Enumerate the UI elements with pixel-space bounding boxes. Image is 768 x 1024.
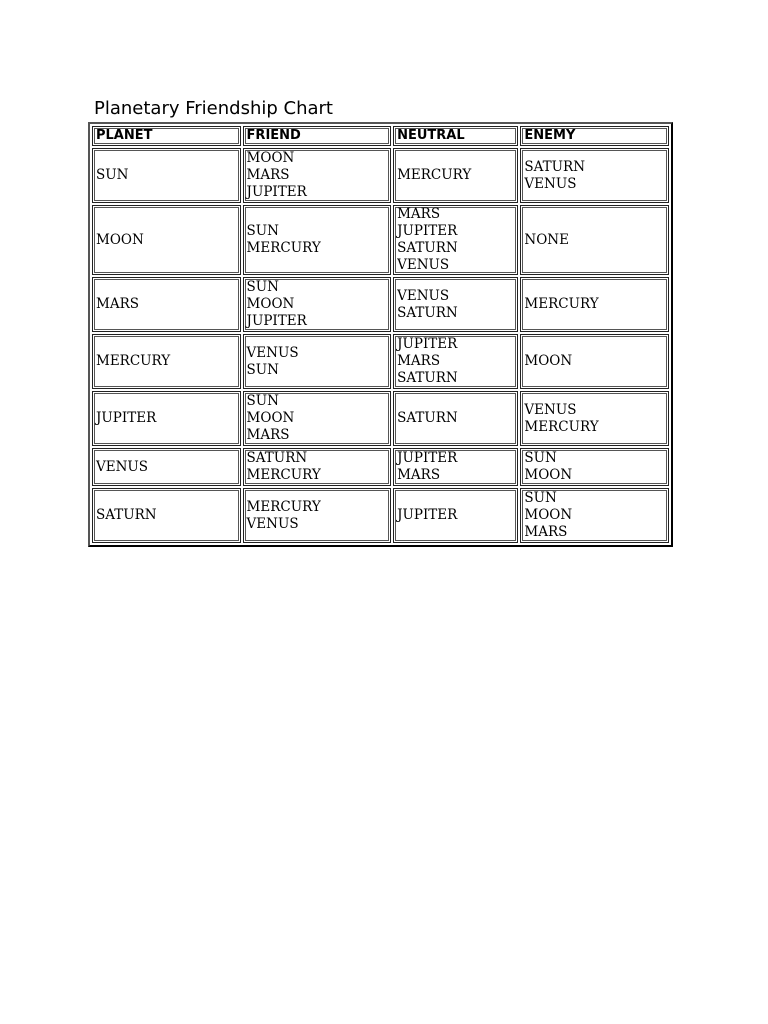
enemy-cell	[520, 148, 669, 203]
neutral-planet-name: SATURN	[397, 370, 458, 386]
planet-cell	[92, 488, 241, 543]
neutral-planet-name: JUPITER	[397, 507, 458, 523]
header-planet: PLANET	[92, 126, 241, 146]
planet-name: SUN	[96, 167, 129, 183]
neutral-cell	[393, 488, 518, 543]
neutral-planet-name: SATURN	[397, 240, 458, 256]
neutral-planet-name: JUPITER	[397, 223, 458, 239]
enemy-planet-name: MOON	[524, 507, 573, 523]
enemy-planet-name: MERCURY	[524, 296, 599, 312]
planet-name: SATURN	[96, 507, 157, 523]
friend-cell	[243, 334, 392, 389]
neutral-cell	[393, 277, 518, 332]
planet-name: MERCURY	[96, 353, 171, 369]
friend-cell	[243, 391, 392, 446]
friend-planet-name: SUN	[246, 361, 279, 378]
neutral-cell	[393, 205, 518, 275]
table-row	[92, 391, 669, 446]
table-row	[92, 448, 669, 486]
friend-planet-name: SUN	[246, 393, 279, 409]
neutral-planet-name: VENUS	[397, 287, 450, 304]
document-title: Planetary Friendship Chart	[94, 98, 333, 119]
enemy-planet-name: NONE	[524, 231, 569, 248]
friend-planet-name: MOON	[246, 150, 295, 166]
neutral-planet-name: JUPITER	[397, 450, 458, 466]
friend-planet-name: MARS	[246, 167, 290, 183]
enemy-cell	[520, 334, 669, 389]
planet-cell	[92, 205, 241, 275]
table-row	[92, 148, 669, 203]
planet-cell	[92, 334, 241, 389]
neutral-planet-name: MARS	[397, 206, 441, 222]
friend-planet-name: JUPITER	[246, 184, 307, 200]
header-friend: FRIEND	[243, 126, 392, 146]
enemy-cell	[520, 488, 669, 543]
neutral-cell	[393, 334, 518, 389]
friend-planet-name: SATURN	[246, 450, 308, 466]
enemy-cell	[520, 277, 669, 332]
table-row	[92, 334, 669, 389]
friend-planet-name: VENUS	[246, 515, 299, 532]
enemy-planet-name: MARS	[524, 524, 568, 540]
friend-planet-name: MOON	[246, 410, 295, 426]
friend-planet-name: MERCURY	[246, 498, 321, 515]
neutral-cell	[393, 448, 518, 486]
table-row	[92, 277, 669, 332]
table-row	[92, 205, 669, 275]
enemy-cell	[520, 391, 669, 446]
neutral-planet-name: JUPITER	[397, 336, 458, 352]
enemy-planet-name: SUN	[524, 450, 557, 466]
enemy-planet-name: VENUS	[524, 401, 577, 418]
planet-name: JUPITER	[96, 410, 157, 426]
friend-cell	[243, 148, 392, 203]
enemy-planet-name: MOON	[524, 353, 573, 369]
table-row	[92, 488, 669, 543]
neutral-planet-name: SATURN	[397, 304, 458, 321]
header-neutral: NEUTRAL	[393, 126, 518, 146]
table-body	[92, 148, 669, 543]
planet-cell	[92, 148, 241, 203]
enemy-planet-name: MERCURY	[524, 418, 599, 435]
planet-cell	[92, 448, 241, 486]
planetary-friendship-table	[88, 122, 673, 547]
friend-planet-name: MERCURY	[246, 240, 321, 256]
friend-planet-name: JUPITER	[246, 313, 307, 329]
planet-cell	[92, 391, 241, 446]
neutral-planet-name: MARS	[397, 467, 441, 483]
planet-name: VENUS	[96, 458, 149, 475]
neutral-cell	[393, 148, 518, 203]
enemy-cell	[520, 205, 669, 275]
friend-cell	[243, 205, 392, 275]
planet-name: MOON	[96, 231, 144, 248]
enemy-cell	[520, 448, 669, 486]
enemy-planet-name: MOON	[524, 467, 573, 483]
header-row	[92, 126, 669, 146]
neutral-planet-name: MERCURY	[397, 167, 472, 183]
enemy-planet-name: SATURN	[524, 158, 586, 175]
friend-cell	[243, 488, 392, 543]
enemy-planet-name: VENUS	[524, 175, 577, 192]
friend-planet-name: SUN	[246, 223, 279, 239]
friend-planet-name: SUN	[246, 279, 279, 295]
neutral-cell	[393, 391, 518, 446]
neutral-planet-name: SATURN	[397, 410, 458, 426]
planet-cell	[92, 277, 241, 332]
planet-name: MARS	[96, 296, 139, 312]
friend-cell	[243, 448, 392, 486]
neutral-planet-name: MARS	[397, 353, 441, 369]
friend-planet-name: MOON	[246, 296, 295, 312]
neutral-planet-name: VENUS	[397, 257, 450, 273]
friend-cell	[243, 277, 392, 332]
enemy-planet-name: SUN	[524, 490, 557, 506]
friend-planet-name: MARS	[246, 427, 290, 443]
header-enemy: ENEMY	[520, 126, 669, 146]
friend-planet-name: MERCURY	[246, 467, 321, 483]
friend-planet-name: VENUS	[246, 344, 299, 361]
